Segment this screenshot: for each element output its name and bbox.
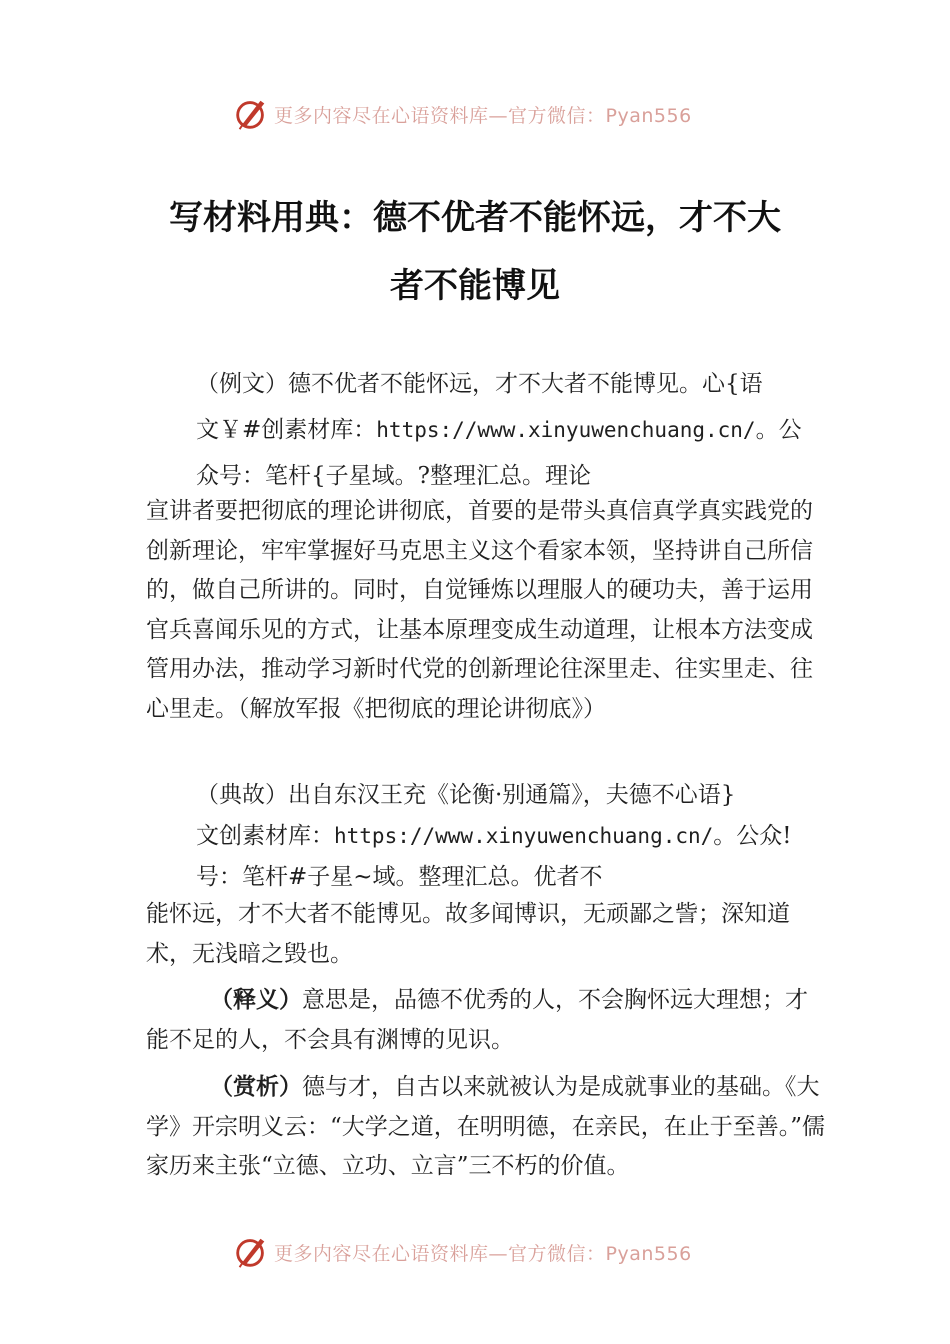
appreciation-label: （赏析） — [210, 1074, 302, 1100]
source-url: https://www.xinyuwenchuang.cn/ — [334, 824, 714, 848]
title-line-1: 写材料用典：德不优者不能怀远，才不大 — [169, 198, 781, 238]
allusion-line-1: （典故）出自东汉王充《论衡·别通篇》，夫德不心语} — [196, 782, 736, 808]
allusion-line-3: 号：笔杆#子星~域。整理汇总。优者不 — [196, 864, 603, 890]
quill-logo-icon — [232, 95, 270, 133]
meaning-label: （释义） — [210, 987, 302, 1013]
example-body: 宣讲者要把彻底的理论讲彻底，首要的是带头真信真学真实践党的创新理论，牢牢掌握好马克思主义这个看家本领，坚持讲自己所信的，做自己所讲的。同时，自觉锤炼以理服人的硬功夫，善于运用官兵喜闻乐见的方式，让基本原理变成生动道理，让根本方法变成管用办法，推动学习新时代党的创新理论往深里走、往实里走、往心里走。（解放军报《把彻底的理论讲彻底》） — [146, 498, 813, 722]
header-banner — [0, 94, 950, 134]
meaning-text: 意思是，品德不优秀的人，不会胸怀远大理想；才能不足的人，不会具有渊博的见识。 — [146, 987, 808, 1053]
page-title — [120, 184, 830, 320]
example-intro — [196, 361, 826, 499]
wechat-id: Pyan556 — [605, 1242, 692, 1265]
header-banner-text: 更多内容尽在心语资料库—官方微信：Pyan556 — [274, 104, 692, 127]
footer-banner — [0, 1232, 950, 1272]
header-banner-content — [232, 94, 692, 134]
appreciation-text: 德与才，自古以来就被认为是成就事业的基础。《大学》开宗明义云：“大学之道，在明明德，在亲民，在止于至善。”儒家历来主张“立德、立功、立言”三不朽的价值。 — [146, 1074, 826, 1179]
appreciation-paragraph — [146, 1068, 826, 1187]
allusion-line-2: 文创素材库：https://www.xinyuwenchuang.cn/。公众! — [196, 823, 792, 849]
wechat-id: Pyan556 — [605, 104, 692, 127]
example-line-2: 文￥#创素材库：https://www.xinyuwenchuang.cn/。公 — [196, 417, 802, 443]
source-url: https://www.xinyuwenchuang.cn/ — [376, 418, 756, 442]
quill-logo-icon — [232, 1233, 270, 1271]
example-line-3: 众号：笔杆{子星域。?整理汇总。理论 — [196, 463, 591, 489]
title-line-2: 者不能博见 — [390, 266, 560, 306]
allusion-body: 能怀远，才不大者不能博见。故多闻博识，无顽鄙之訾；深知道术，无浅暗之毁也。 — [146, 901, 790, 967]
footer-banner-content — [232, 1232, 692, 1272]
example-line-1: （例文）德不优者不能怀远，才不大者不能博见。心{语 — [196, 371, 763, 397]
allusion-intro — [196, 775, 826, 898]
meaning-paragraph — [146, 981, 826, 1060]
footer-banner-text: 更多内容尽在心语资料库—官方微信：Pyan556 — [274, 1242, 692, 1265]
